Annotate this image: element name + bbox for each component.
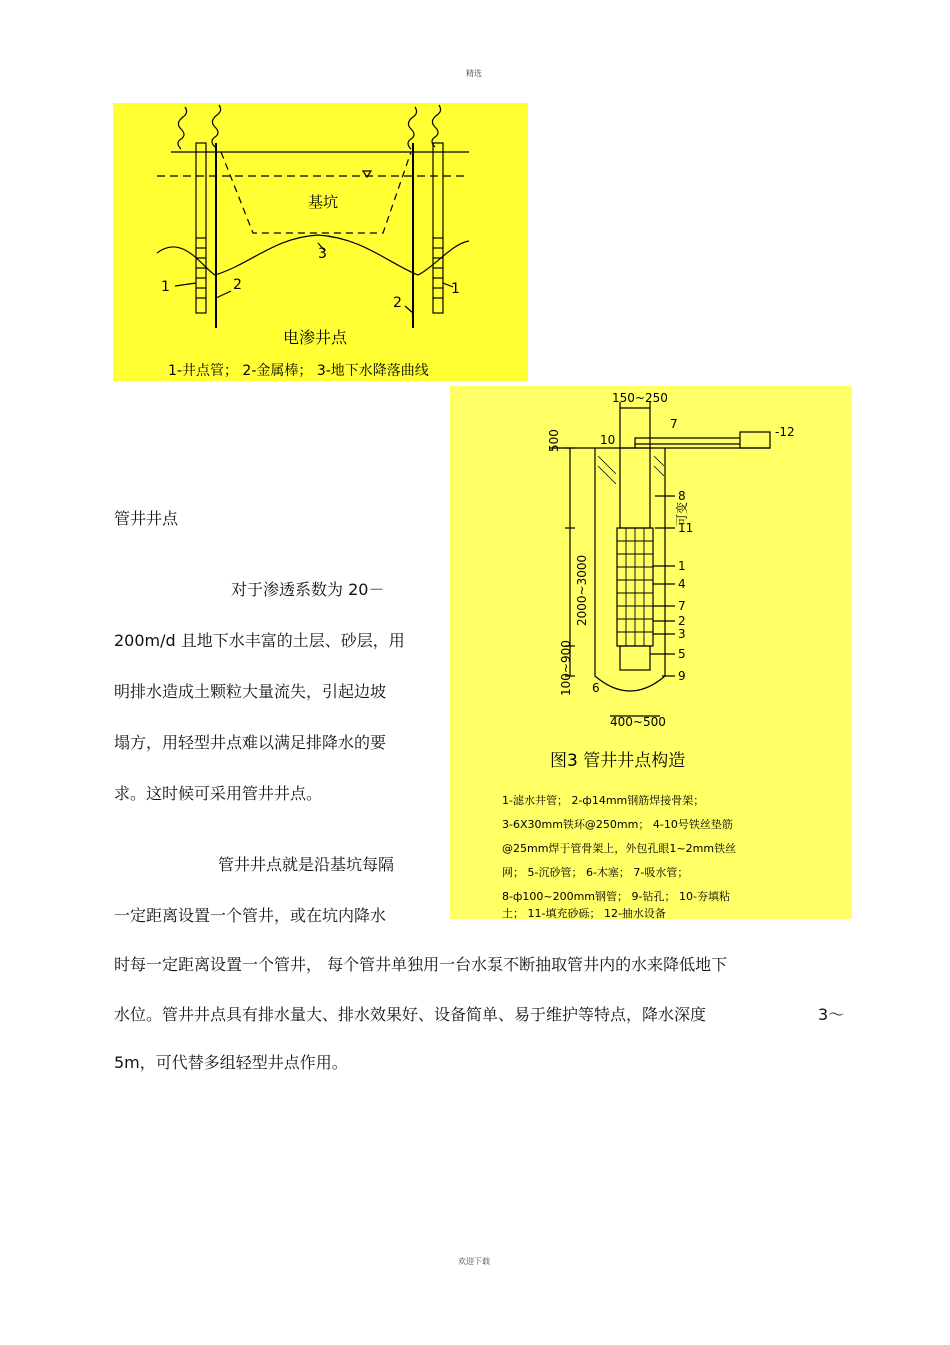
label-2-right: 2 bbox=[393, 295, 402, 311]
paragraph-2-line-2: 一定距离设置一个管井，或在坑内降水 bbox=[114, 906, 387, 925]
label-3: 3 bbox=[318, 246, 327, 262]
paragraph-1-line-5: 求。这时候可采用管井井点。 bbox=[114, 784, 323, 803]
sand-settling-pipe bbox=[620, 646, 650, 670]
suction-pipe-casing bbox=[620, 448, 650, 528]
clay-backfill-hatch bbox=[598, 456, 664, 484]
figure-electroosmotic-wellpoint bbox=[113, 103, 528, 381]
callout-2: 2 bbox=[678, 614, 686, 628]
paragraph-1-line-4: 塌方，用轻型井点难以满足排降水的要 bbox=[114, 733, 387, 752]
callout-10: 10 bbox=[600, 433, 616, 447]
label-1-right: 1 bbox=[451, 281, 460, 297]
paragraph-2-line-1: 管井井点就是沿基坑每隔 bbox=[218, 855, 395, 874]
tube-well-diagram bbox=[450, 386, 852, 919]
callout-11: 11 bbox=[678, 521, 694, 535]
figure2-title: 图3 管井井点构造 bbox=[550, 751, 686, 771]
wire-coil-left-1 bbox=[178, 107, 187, 149]
page-header: 精选 bbox=[466, 69, 482, 78]
figure2-legend-3: @25mm焊于管骨架上，外包孔眼1~2mm铁丝 bbox=[502, 842, 737, 855]
dim-bottom: 400~500 bbox=[610, 715, 666, 729]
figure2-legend-1: 1-滤水井管； 2-ф14mm钢筋焊接骨架； bbox=[502, 794, 705, 807]
label-1-left: 1 bbox=[161, 279, 170, 295]
paragraph-1-line-1: 对于渗透系数为 20－ bbox=[231, 580, 385, 599]
callout-8: 8 bbox=[678, 489, 686, 503]
label-2-left: 2 bbox=[233, 277, 242, 293]
filter-hatching-right bbox=[433, 238, 443, 298]
drawdown-curve bbox=[157, 235, 469, 275]
electroosmotic-diagram bbox=[113, 103, 528, 381]
callout-5: 5 bbox=[678, 647, 686, 661]
figure2-legend-6: 土； 11-填充砂砾； 12-抽水设备 bbox=[502, 907, 666, 919]
dim-2000-3000: 2000~3000 bbox=[575, 554, 589, 626]
dim-100-900: 100~900 bbox=[559, 640, 573, 696]
callout-7-top: 7 bbox=[670, 417, 678, 431]
callout-4: 4 bbox=[678, 577, 686, 591]
wire-coil-right-1 bbox=[408, 107, 417, 149]
paragraph-2-line-3: 时每一定距离设置一个管井， 每个管井单独用一台水泵不断抽取管井内的水来降低地下 bbox=[114, 955, 728, 974]
callout-9: 9 bbox=[678, 669, 686, 683]
paragraph-1-line-2: 200m/d 且地下水丰富的土层、砂层，用 bbox=[114, 631, 405, 650]
callout-7: 7 bbox=[678, 599, 686, 613]
paragraph-2-line-5: 5m，可代替多组轻型井点作用。 bbox=[114, 1053, 348, 1072]
callout-3: 3 bbox=[678, 627, 686, 641]
callout-12: -12 bbox=[775, 425, 795, 439]
figure2-legend-5: 8-ф100~200mm钢管； 9-钻孔； 10-夯填粘 bbox=[502, 890, 730, 903]
section-heading: 管井井点 bbox=[114, 509, 179, 528]
pump-equipment bbox=[740, 432, 770, 448]
figure1-title: 电渗井点 bbox=[283, 328, 348, 347]
wire-coil-left-2 bbox=[212, 105, 221, 147]
wire-coil-right-2 bbox=[432, 105, 441, 147]
callout-6: 6 bbox=[592, 681, 600, 695]
paragraph-2-line-4: 水位。管井井点具有排水量大、排水效果好、设备简单、易于维护等特点，降水深度 bbox=[114, 1005, 707, 1024]
callout-1: 1 bbox=[678, 559, 686, 573]
filter-grid bbox=[617, 528, 653, 646]
figure2-legend-2: 3-6X30mm铁环@250mm； 4-10号铁丝垫筋 bbox=[502, 818, 733, 831]
paragraph-2-line-4-tail: 3～ bbox=[818, 1005, 845, 1024]
figure2-legend-4: 网； 5-沉砂管； 6-木塞； 7-吸水管； bbox=[502, 866, 689, 879]
figure1-caption: 1-井点管； 2-金属棒； 3-地下水降落曲线 bbox=[168, 363, 429, 379]
page-footer: 欢迎下载 bbox=[458, 1257, 490, 1266]
suction-pipe bbox=[635, 438, 740, 448]
figure-tube-well-construction bbox=[450, 386, 852, 919]
dim-top: 150~250 bbox=[612, 391, 668, 405]
filter-hatching-left bbox=[196, 238, 206, 298]
label-pit: 基坑 bbox=[308, 193, 339, 211]
paragraph-1-line-3: 明排水造成土颗粒大量流失，引起边坡 bbox=[114, 682, 387, 701]
dim-500: 500 bbox=[547, 429, 561, 452]
dim-variable: 可变 bbox=[675, 501, 689, 526]
